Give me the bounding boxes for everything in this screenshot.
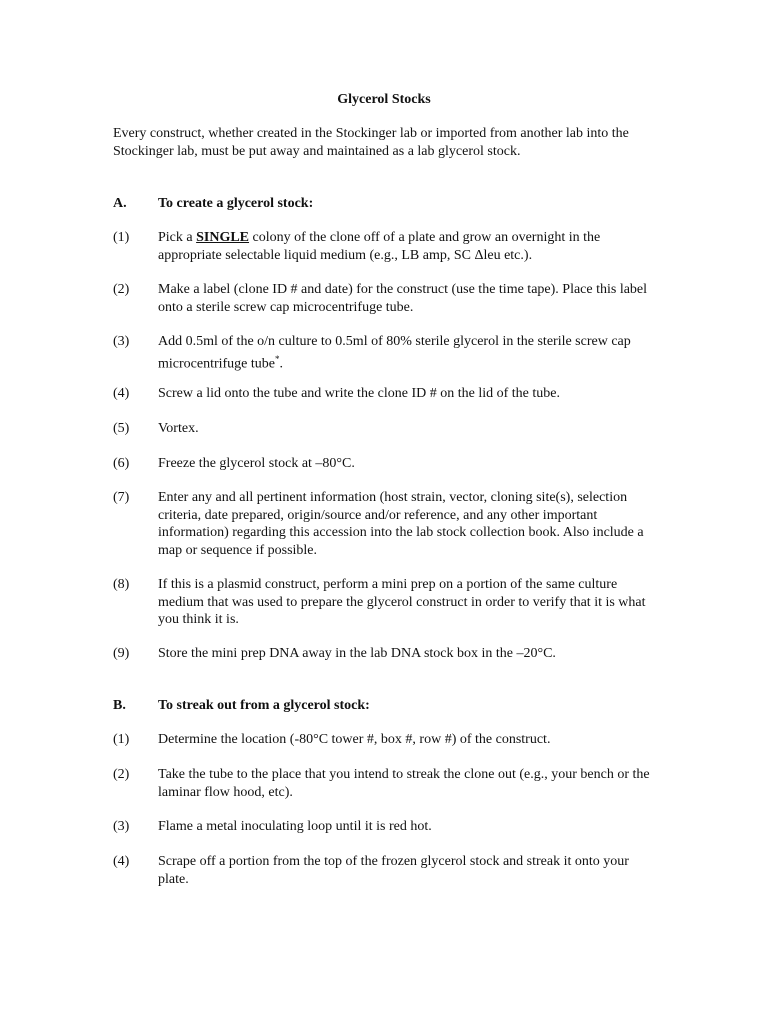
section-b-letter: B. [113,698,126,713]
footnote-marker: * [275,353,280,364]
section-a-title: To create a glycerol stock: [158,196,314,211]
step-number: (7) [113,490,130,505]
step-number: (2) [113,282,130,297]
section-a-heading [113,195,313,213]
step-a-4 [113,385,658,403]
step-number: (4) [113,386,130,401]
step-b-2 [113,766,658,801]
step-number: (1) [113,732,130,747]
step-b-3 [113,818,658,836]
section-a-letter: A. [113,196,127,211]
section-b-heading [113,697,370,715]
step-text: Flame a metal inoculating loop until it is red hot. [158,819,432,834]
step-a-3 [113,333,658,373]
step-number: (2) [113,767,130,782]
single-emphasis: SINGLE [196,230,250,245]
step-number: (1) [113,230,130,245]
step-a-6 [113,455,658,473]
step-text: Take the tube to the place that you intend to streak the clone out (e.g., your bench or the laminar flow hood, etc). [158,767,650,800]
step-number: (8) [113,577,130,592]
step-text: Freeze the glycerol stock at –80°C. [158,456,355,471]
step-number: (6) [113,456,130,471]
step-text: Screw a lid onto the tube and write the clone ID # on the lid of the tube. [158,386,561,401]
document-title: Glycerol Stocks [337,92,431,107]
step-number: (9) [113,646,130,661]
step-number: (3) [113,819,130,834]
step-text: Make a label (clone ID # and date) for the construct (use the time tape). Place this label onto a sterile screw cap microcentrifuge tube. [158,282,648,315]
step-text: Enter any and all pertinent information (host strain, vector, cloning site(s), selection criteria, date prepared, origin/source and/or reference, and any other important information) regarding this accession into the lab stock collection book. Also include a map or sequence if possible. [158,490,644,558]
step-a-8 [113,576,658,629]
step-text: Pick a SINGLE colony of the clone off of a plate and grow an overnight in the appropriate selectable liquid medium (e.g., LB amp, SC Δleu etc.). [158,230,601,263]
intro-paragraph: Every construct, whether created in the Stockinger lab or imported from another lab into the Stockinger lab, must be put away and maintained as a lab glycerol stock. [113,126,629,159]
step-number: (5) [113,421,130,436]
step-b-1 [113,731,658,749]
step-text: Vortex. [158,421,199,436]
step-a-9 [113,645,658,663]
step-text: If this is a plasmid construct, perform a mini prep on a portion of the same culture medium that was used to prepare the glycerol construct in order to verify that it is what you think it is. [158,577,646,627]
step-text: Scrape off a portion from the top of the frozen glycerol stock and streak it onto your plate. [158,854,629,887]
section-b-title: To streak out from a glycerol stock: [158,698,370,713]
step-a-1 [113,229,658,264]
step-b-4 [113,853,658,888]
step-text: Add 0.5ml of the o/n culture to 0.5ml of 80% sterile glycerol in the sterile screw cap microcentrifuge tube*. [158,334,631,372]
step-number: (4) [113,854,130,869]
step-a-7 [113,489,658,559]
step-text: Determine the location (-80°C tower #, box #, row #) of the construct. [158,732,551,747]
step-number: (3) [113,334,130,349]
step-a-5 [113,420,658,438]
step-a-2 [113,281,658,316]
step-text: Store the mini prep DNA away in the lab DNA stock box in the –20°C. [158,646,556,661]
